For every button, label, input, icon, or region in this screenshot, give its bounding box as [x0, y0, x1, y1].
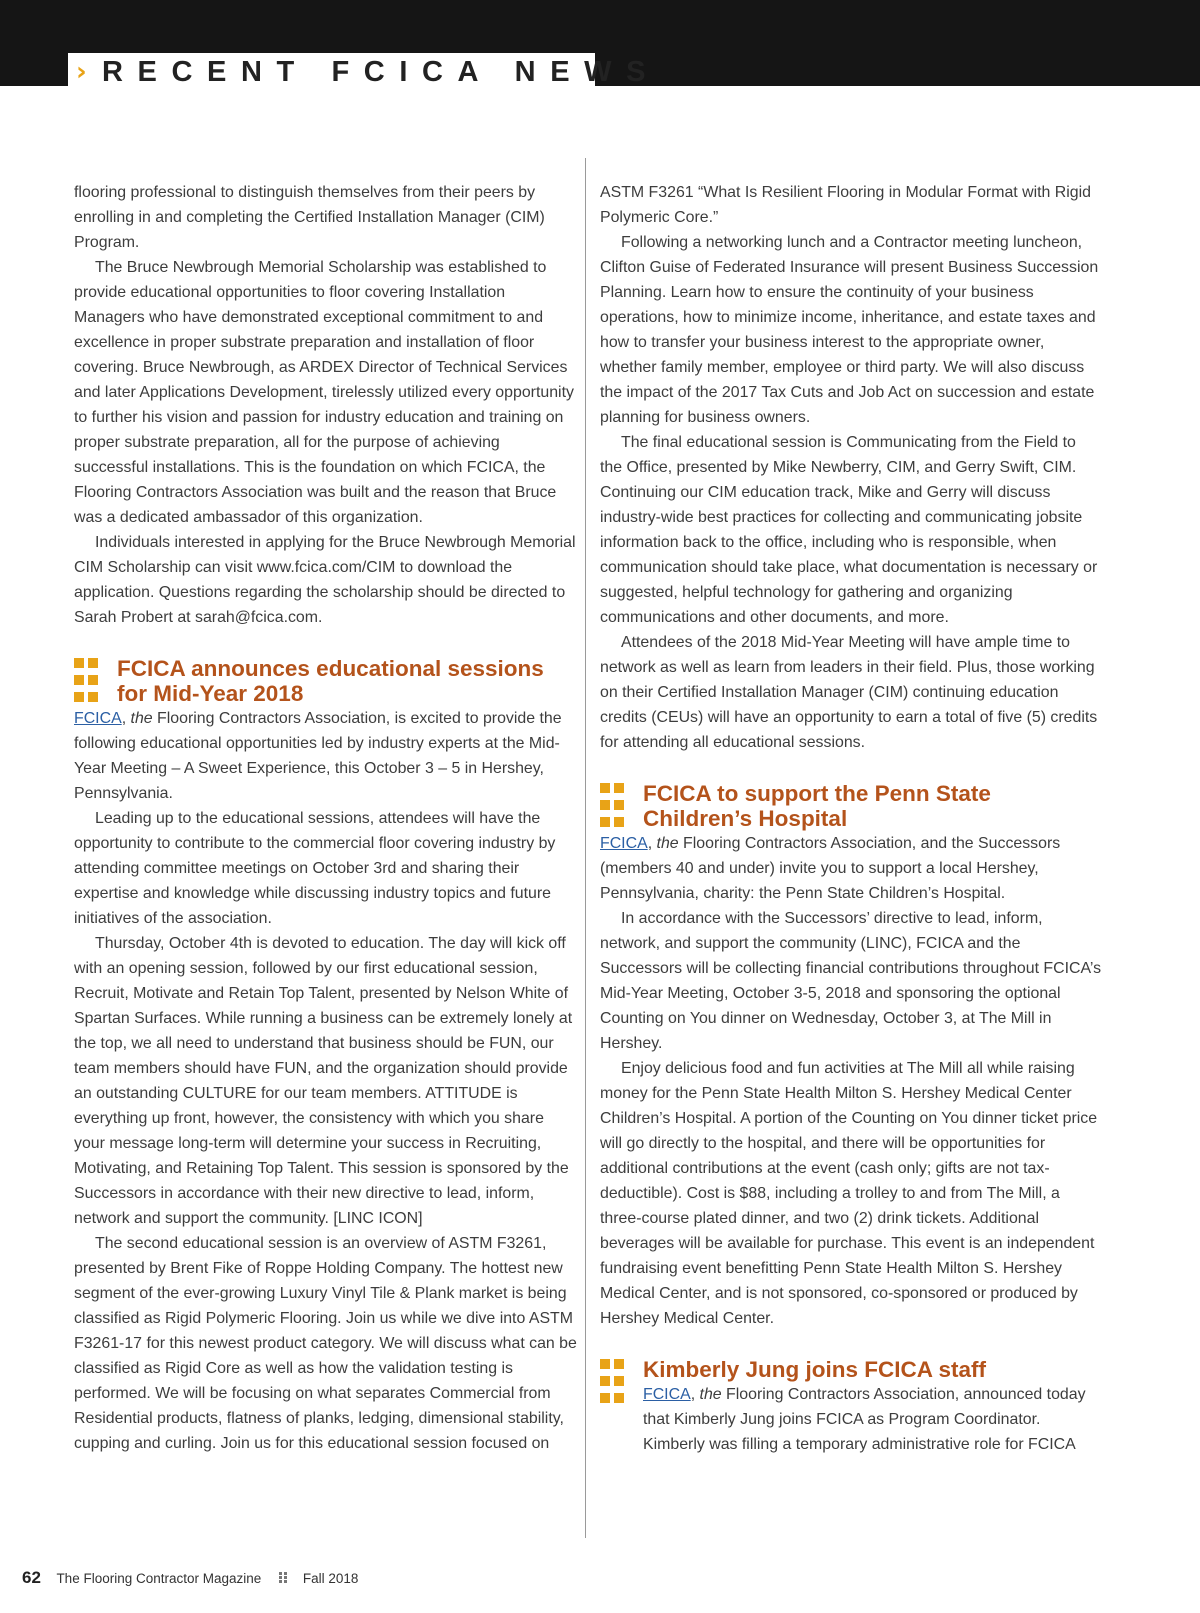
lead-text: Flooring Contractors Association, announced today that Kimberly Jung joins FCICA as Program Coordinator. Kimberly was filling a temporary administrative role for FCICA — [643, 1386, 1086, 1453]
fcica-link[interactable]: FCICA — [643, 1386, 691, 1403]
square-bullet-icon — [600, 1359, 624, 1403]
left-column — [74, 180, 578, 1456]
paragraph: Individuals interested in applying for the Bruce Newbrough Memorial CIM Scholarship can visit www.fcica.com/CIM to download the application. Questions regarding the scholarship should be directed to Sarah Probert at sarah@fcica.com. — [74, 534, 576, 626]
page-footer — [22, 1568, 358, 1588]
paragraph: Leading up to the educational sessions, attendees will have the opportunity to contribute to the commercial floor covering industry by attending committee meetings on October 3rd and sharing their expertise and knowledge while discussing industry topics and future initiatives of the association. — [74, 810, 556, 927]
section-title: RECENT FCICA NEWS — [102, 56, 661, 88]
square-bullet-icon — [74, 658, 98, 702]
lead-text: Flooring Contractors Association, and the Successors (members 40 and under) invite you to support a local Hershey, Pennsylvania, charity: the Penn State Children’s Hospital. — [600, 835, 1061, 902]
paragraph: Following a networking lunch and a Contractor meeting luncheon, Clifton Guise of Federated Insurance will present Business Succession Planning. Learn how to ensure the continuity of your business operations, how to minimize income, inheritance, and estate taxes and how to transfer your business interest to the appropriate owner, whether family member, employee or third party. We will also discuss the impact of the 2017 Tax Cuts and Job Act on succession and estate planning for business owners. — [600, 234, 1099, 426]
article-lead: FCICA, the Flooring Contractors Association, is excited to provide the following educational opportunities led by industry experts at the Mid-Year Meeting – A Sweet Experience, this October 3 – 5 in Hershey, Pennsylvania. — [74, 710, 562, 802]
square-bullet-icon — [600, 783, 624, 827]
paragraph: ASTM F3261 “What Is Resilient Flooring in Modular Format with Rigid Polymeric Core.” — [600, 184, 1092, 226]
paragraph: flooring professional to distinguish themselves from their peers by enrolling in and completing the Certified Installation Manager (CIM) Program. — [74, 184, 545, 251]
column-divider — [585, 158, 586, 1538]
paragraph: The second educational session is an overview of ASTM F3261, presented by Brent Fike of Roppe Holding Company. The hottest new segment of the ever-growing Luxury Vinyl Tile & Plank market is being classified as Rigid Polymeric Flooring. Join us while we dive into ASTM F3261-17 for this newest product category. We will discuss what can be classified as Rigid Core as well as how the validation testing is performed. We will be focusing on what separates Commercial from Residential products, flatness of planks, ledging, dimensional stability, cupping and curling. Join us for this educational session focused on — [74, 1235, 577, 1452]
magazine-name: The Flooring Contractor Magazine — [56, 1571, 262, 1586]
paragraph: The Bruce Newbrough Memorial Scholarship was established to provide educational opportunities to floor covering Installation Managers who have demonstrated exceptional commitment to and excellence in proper substrate preparation and installation of floor covering. Bruce Newbrough, as ARDEX Director of Technical Services and later Applications Development, tirelessly utilized every opportunity to further his vision and passion for industry education and training on proper substrate preparation, all for the purpose of achieving successful installations. This is the foundation on which FCICA, the Flooring Contractors Association was built and the reason that Bruce was a dedicated ambassador of this organization. — [74, 259, 574, 526]
article-headline — [600, 781, 1102, 831]
lead-the: the — [699, 1386, 722, 1403]
headline-text: FCICA to support the Penn State Children’s Hospital — [643, 781, 991, 831]
article-lead: FCICA, the Flooring Contractors Association, announced today that Kimberly Jung joins FCICA as Program Coordinator. Kimberly was filling a temporary administrative role for FCICA — [643, 1386, 1086, 1453]
paragraph: The final educational session is Communicating from the Field to the Office, presented by Mike Newberry, CIM, and Gerry Swift, CIM. Continuing our CIM education track, Mike and Gerry will discuss industry-wide best practices for collecting and communicating jobsite information back to the office, including who is responsible, when communication should take place, what documentation is necessary or suggested, helpful technology for gathering and organizing communications and other documents, and more. — [600, 434, 1098, 626]
article-headline — [600, 1357, 1102, 1382]
right-column — [600, 180, 1102, 1457]
paragraph: Thursday, October 4th is devoted to education. The day will kick off with an opening session, followed by our first educational session, Recruit, Motivate and Retain Top Talent, presented by Nelson White of Spartan Surfaces. While running a business can be extremely lonely at the top, we all need to understand that business should be FUN, our team members should have FUN, and the organization should provide an outstanding CULTURE for our team members. ATTITUDE is everything up front, however, the consistency with which you share your message long-term will determine your success in Recruiting, Motivating, and Retaining Top Talent. This session is sponsored by the Successors in accordance with their new directive to lead, inform, network and support the community. [LINC ICON] — [74, 935, 573, 1227]
separator-icon — [279, 1572, 287, 1584]
lead-the: the — [130, 710, 153, 727]
issue-label: Fall 2018 — [302, 1571, 359, 1586]
article-lead: FCICA, the Flooring Contractors Association, and the Successors (members 40 and under) invite you to support a local Hershey, Pennsylvania, charity: the Penn State Children’s Hospital. — [600, 835, 1061, 902]
section-tab — [68, 53, 661, 88]
chevron-right-icon: › — [76, 57, 87, 87]
fcica-link[interactable]: FCICA — [74, 710, 122, 727]
page-number: 62 — [22, 1568, 41, 1587]
headline-text: FCICA announces educational sessions for Mid-Year 2018 — [117, 656, 544, 706]
fcica-link[interactable]: FCICA — [600, 835, 648, 852]
article-headline — [74, 656, 578, 706]
lead-text: Flooring Contractors Association, is excited to provide the following educational opportunities led by industry experts at the Mid-Year Meeting – A Sweet Experience, this October 3 – 5 in Hershey, Pennsylvania. — [74, 710, 562, 802]
lead-the: the — [656, 835, 679, 852]
paragraph: Enjoy delicious food and fun activities at The Mill all while raising money for the Penn State Health Milton S. Hershey Medical Center Children’s Hospital. A portion of the Counting on You dinner ticket price will go directly to the hospital, and there will be opportunities for additional contributions at the event (cash only; gifts are not tax-deductible). Cost is $88, including a trolley to and from The Mill, a three-course plated dinner, and two (2) drink tickets. Additional beverages will be available for purchase. This event is an independent fundraising event benefitting Penn State Health Milton S. Hershey Medical Center, and is not sponsored, co-sponsored or produced by Hershey Medical Center. — [600, 1060, 1098, 1327]
paragraph: In accordance with the Successors’ directive to lead, inform, network, and support the community (LINC), FCICA and the Successors will be collecting financial contributions throughout FCICA’s Mid-Year Meeting, October 3-5, 2018 and sponsoring the optional Counting on You dinner on Wednesday, October 3, at The Mill in Hershey. — [600, 910, 1102, 1052]
headline-text: Kimberly Jung joins FCICA staff — [643, 1357, 986, 1382]
paragraph: Attendees of the 2018 Mid-Year Meeting will have ample time to network as well as learn from leaders in their field. Plus, those working on their Certified Installation Manager (CIM) continuing education credits (CEUs) will have an opportunity to earn a total of five (5) credits for attending all educational sessions. — [600, 634, 1098, 751]
